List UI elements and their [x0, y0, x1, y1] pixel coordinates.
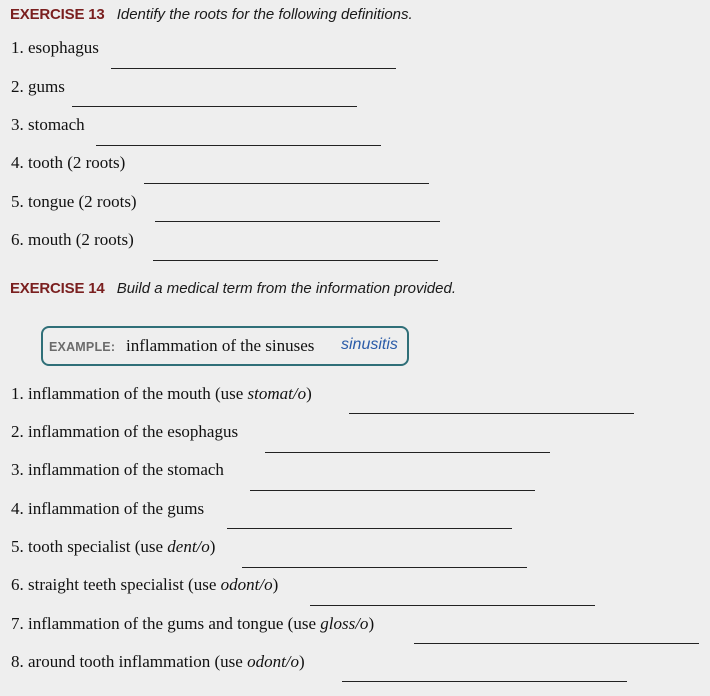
item-text-wrap — [11, 384, 312, 404]
answer-blank[interactable] — [144, 183, 429, 184]
item-text-wrap — [11, 575, 278, 595]
exercise-13-label: EXERCISE 13 — [10, 6, 105, 23]
item-close: ) — [368, 614, 375, 633]
example-label: EXAMPLE: — [49, 340, 116, 354]
answer-blank[interactable] — [242, 567, 527, 568]
item-close: ) — [306, 384, 312, 403]
answer-blank[interactable] — [155, 221, 440, 222]
item-text: 7. inflammation of the gums and tongue (use — [11, 614, 321, 633]
exercise-13-header — [10, 6, 413, 23]
answer-blank[interactable] — [72, 106, 357, 107]
exercise-14-instruction: Build a medical term from the information provided. — [116, 280, 457, 297]
item-text: 3. stomach — [11, 115, 85, 134]
item-close: ) — [272, 575, 279, 594]
item-text: 1. esophagus — [11, 38, 99, 57]
item-close: ) — [209, 537, 216, 556]
answer-blank[interactable] — [349, 413, 634, 414]
item-text: 2. gums — [11, 77, 65, 96]
item-text: 4. tooth (2 roots) — [11, 153, 126, 172]
item-root: odont/o — [247, 652, 300, 671]
exercise-14-header — [10, 280, 456, 297]
item-close: ) — [299, 652, 305, 671]
item-text-wrap — [11, 652, 305, 672]
item-text: 5. tooth specialist (use — [11, 537, 168, 556]
item-text: 6. straight teeth specialist (use — [11, 575, 221, 594]
item-root: stomat/o — [247, 384, 307, 403]
answer-blank[interactable] — [96, 145, 381, 146]
exercise-13-instruction: Identify the roots for the following definitions. — [116, 6, 413, 23]
answer-blank[interactable] — [265, 452, 550, 453]
item-text: 3. inflammation of the stomach — [11, 460, 224, 479]
answer-blank[interactable] — [111, 68, 396, 69]
item-text: 4. inflammation of the gums — [11, 499, 205, 518]
answer-blank[interactable] — [342, 681, 627, 682]
item-text: 5. tongue (2 roots) — [11, 192, 137, 211]
answer-blank[interactable] — [310, 605, 595, 606]
answer-blank[interactable] — [250, 490, 535, 491]
item-root: odont/o — [220, 575, 273, 594]
item-text: 6. mouth (2 roots) — [11, 230, 134, 249]
example-definition: inflammation of the sinuses — [126, 336, 315, 355]
item-root: gloss/o — [320, 614, 369, 633]
answer-blank[interactable] — [227, 528, 512, 529]
item-text-wrap — [11, 614, 374, 634]
item-text-wrap — [11, 537, 215, 557]
item-text: 1. inflammation of the mouth (use — [11, 384, 248, 403]
item-text: 8. around tooth inflammation (use — [11, 652, 248, 671]
answer-blank[interactable] — [414, 643, 699, 644]
example-box — [41, 326, 409, 366]
example-answer: sinusitis — [341, 336, 398, 353]
item-root: dent/o — [167, 537, 210, 556]
answer-blank[interactable] — [153, 260, 438, 261]
item-text: 2. inflammation of the esophagus — [11, 422, 239, 441]
exercise-14-label: EXERCISE 14 — [10, 280, 105, 297]
